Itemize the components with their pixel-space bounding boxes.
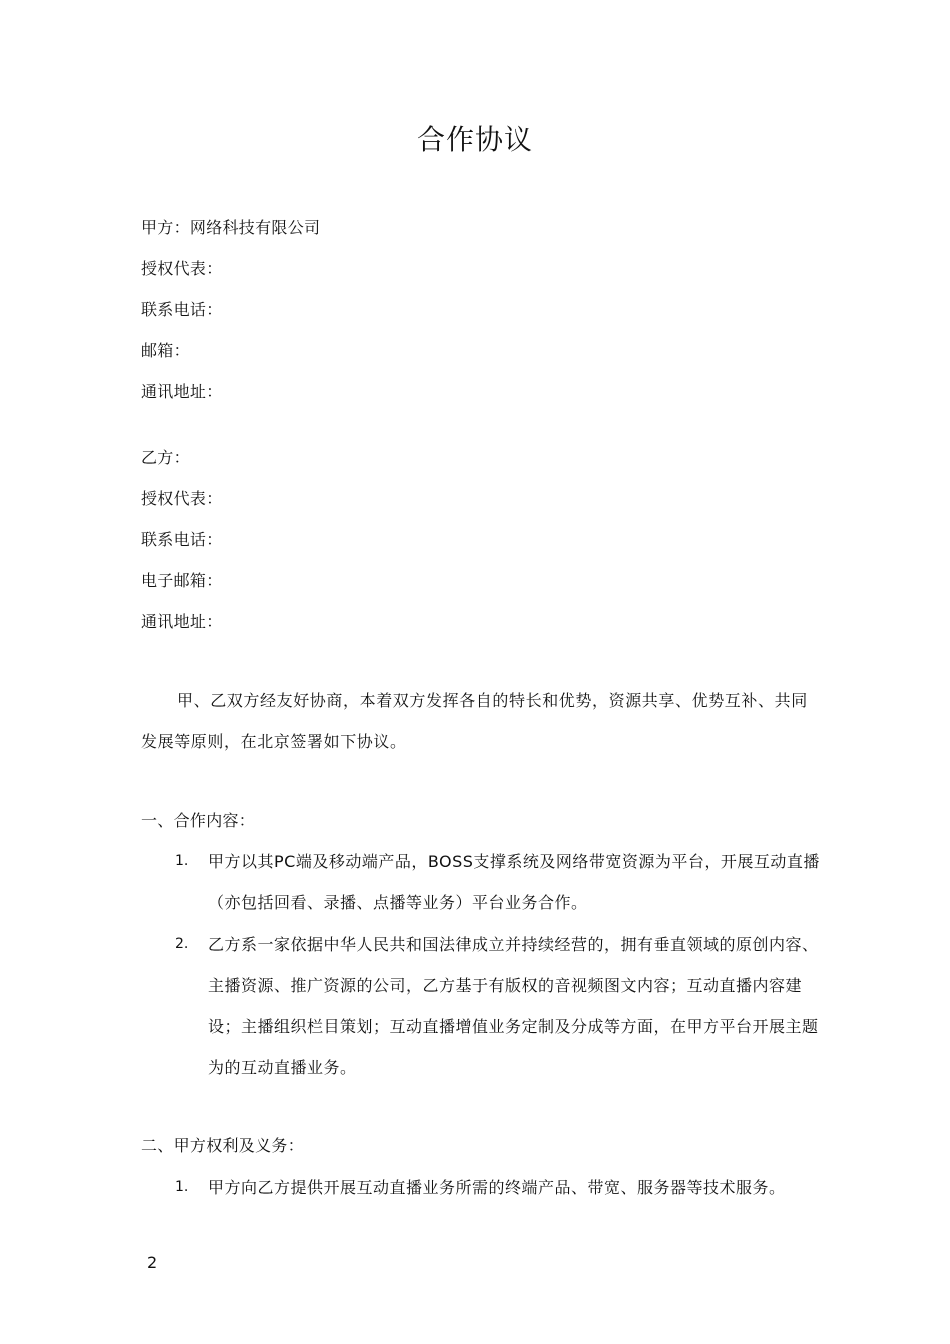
- item-number: 1.: [175, 1179, 189, 1195]
- party-b-address-label: 通讯地址：: [141, 612, 223, 631]
- party-a-rep-label: 授权代表：: [141, 259, 223, 278]
- section2-heading: 二、甲方权利及义务：: [141, 1136, 305, 1155]
- party-a-address-label: 通讯地址：: [141, 382, 223, 401]
- document-title: 合作协议: [416, 123, 533, 156]
- item-text: 甲方向乙方提供开展互动直播业务所需的终端产品、带宽、服务器等技术服务。: [208, 1178, 786, 1197]
- party-b-rep-label: 授权代表：: [141, 489, 223, 508]
- item-text: 乙方系一家依据中华人民共和国法律成立并持续经营的，拥有垂直领域的原创内容、主播资源、推广资源的公司，乙方基于有版权的音视频图文内容；互动直播内容建设；主播组织栏目策划；互动直播增值业务定制及分成等方面，在甲方平台开展主题为的互动直播业务。: [208, 935, 819, 1077]
- item-number: 1.: [175, 853, 189, 869]
- section1-item: [175, 924, 825, 1088]
- party-a-phone-label: 联系电话：: [141, 300, 223, 319]
- party-b-phone-label: 联系电话：: [141, 530, 223, 549]
- item-number: 2.: [175, 936, 189, 952]
- party-b-email-label: 电子邮箱：: [141, 571, 223, 590]
- intro-paragraph: 甲、乙双方经友好协商，本着双方发挥各自的特长和优势，资源共享、优势互补、共同发展等原则，在北京签署如下协议。: [141, 691, 808, 751]
- party-b-name: 乙方：: [141, 448, 190, 467]
- section1-item: [175, 841, 825, 923]
- page-number: 2: [147, 1253, 158, 1272]
- section2-item: [175, 1167, 825, 1208]
- party-a-email-label: 邮箱：: [141, 341, 190, 360]
- party-a-name: 甲方：网络科技有限公司: [141, 218, 321, 237]
- item-text: 甲方以其PC端及移动端产品，BOSS支撑系统及网络带宽资源为平台，开展互动直播（亦包括回看、录播、点播等业务）平台业务合作。: [208, 852, 820, 912]
- section1-heading: 一、合作内容：: [141, 811, 256, 830]
